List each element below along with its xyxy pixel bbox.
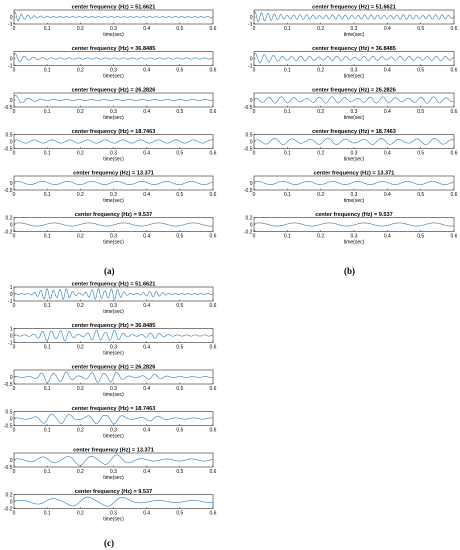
x-tick-label: 0.1 [283,26,291,32]
signal-line [254,138,454,144]
x-tick-label: 0.3 [350,67,358,74]
y-tick-label: 0 [249,56,253,63]
subplot-a-6 [4,212,217,246]
axes-box [254,176,454,190]
x-tick-label: 0.1 [283,67,291,74]
subplot-title: center frequency (Hz) = 51.6621 [312,4,396,11]
signal-line [14,95,213,102]
x-tick-label: 0.3 [110,427,117,434]
signal-line [14,54,213,62]
x-tick-label: 0.2 [76,67,84,74]
y-tick-label: 1 [9,326,13,333]
x-tick-label: 0.1 [43,469,51,475]
subplot-a-2 [8,46,217,80]
y-tick-label: 0.5 [5,409,13,416]
x-tick-label: 0.4 [143,510,151,517]
x-tick-label: 0 [12,192,16,198]
subplot-b-6 [244,212,458,246]
subplot-title: center frequency (Hz) = 26.2826 [71,364,156,371]
x-tick-label: 0.5 [176,427,184,434]
x-tick-label: 0.6 [450,26,458,32]
x-tick-label: 0.1 [43,26,51,32]
subplot-b-2 [248,46,458,80]
subplot-title: center frequency (Hz) = 51.6621 [71,281,156,288]
signal-line [14,414,213,424]
x-tick-label: 0.5 [176,150,184,157]
x-tick-label: 0 [252,150,256,157]
subplot-title: center frequency (Hz) = 36.8485 [312,46,396,52]
x-axis-label: time(sec) [103,309,124,315]
y-tick-label: 0.2 [5,215,13,222]
x-tick-label: 0.4 [143,67,151,74]
x-tick-label: 0.3 [350,109,358,115]
x-tick-label: 0.5 [176,344,184,351]
x-tick-label: 0.1 [283,150,291,157]
y-tick-label: 0 [249,97,253,104]
y-tick-label: 0 [9,14,13,21]
y-tick-label: 0 [249,222,253,229]
subplot-title: center frequency (Hz) = 9.537 [74,212,153,218]
x-tick-label: 0.4 [143,109,151,115]
x-tick-label: 0.5 [176,386,184,392]
x-tick-label: 0.1 [43,427,51,434]
y-tick-label: 0 [9,222,13,229]
x-tick-label: 0.2 [317,192,325,198]
signal-line [254,12,454,22]
x-tick-label: 0.5 [176,109,184,115]
x-axis-label: time(sec) [343,156,365,163]
x-tick-label: 0.3 [110,150,117,157]
subplot-title: center frequency (Hz) = 18.7463 [71,406,156,412]
x-tick-label: 0.3 [110,233,117,240]
x-tick-label: 0 [12,150,16,157]
subplot-c-1 [8,282,217,316]
x-tick-label: 0.4 [383,109,391,115]
y-tick-label: 0 [249,14,253,21]
y-tick-label: 0.2 [245,215,253,222]
panel-c [4,282,217,523]
x-tick-label: 0.3 [350,26,358,32]
y-tick-label: -0.5 [3,381,13,388]
x-tick-label: 0.5 [176,510,184,517]
x-tick-label: 0.6 [209,510,217,517]
subplot-title: center frequency (Hz) = 26.2826 [312,87,396,94]
x-tick-label: 0.5 [417,26,425,32]
x-axis-label: time(sec) [103,350,124,357]
x-tick-label: 0.6 [209,344,217,351]
y-tick-label: 0 [9,416,13,423]
y-tick-label: 0 [249,180,253,187]
y-tick-label: -0.5 [3,146,13,153]
x-tick-label: 0.4 [143,26,151,32]
y-tick-label: 1 [9,284,13,291]
x-axis-label: time(sec) [103,73,124,80]
x-tick-label: 0.6 [209,386,217,392]
x-tick-label: 0.3 [110,469,117,475]
x-tick-label: 0.1 [43,67,51,74]
axes-box [254,218,454,232]
x-tick-label: 0.4 [143,344,151,351]
x-tick-label: 0.2 [76,344,84,351]
x-tick-label: 0.6 [450,192,458,198]
x-tick-label: 0.6 [450,233,458,240]
subplot-b-5 [244,171,458,205]
y-tick-label: -0.2 [3,506,13,513]
x-tick-label: 0.6 [450,67,458,74]
x-tick-label: 0.5 [176,26,184,32]
x-tick-label: 0.5 [417,150,425,157]
x-tick-label: 0.4 [143,150,151,157]
x-tick-label: 0.2 [317,26,325,32]
x-tick-label: 0.6 [209,26,217,32]
x-tick-label: 0.1 [283,233,291,240]
axes-box [254,52,454,66]
x-tick-label: 0.5 [417,67,425,74]
x-tick-label: 0.3 [110,386,117,392]
x-tick-label: 0.2 [76,26,84,32]
x-axis-label: time(sec) [103,32,124,38]
x-tick-label: 0.1 [283,109,291,115]
x-tick-label: 0.1 [43,150,51,157]
x-tick-label: 0.5 [176,67,184,74]
x-tick-label: 0.1 [43,303,51,309]
x-tick-label: 0.6 [450,109,458,115]
x-tick-label: 0.5 [176,303,184,309]
x-tick-label: 0.4 [143,386,151,392]
subplot-title: center frequency (Hz) = 13.371 [313,170,395,177]
x-tick-label: 0.3 [110,303,117,309]
signal-line [14,289,213,300]
x-axis-label: time(sec) [103,198,124,204]
x-tick-label: 0.4 [143,233,151,240]
subplot-b-4 [244,129,458,163]
x-tick-label: 0.3 [110,510,117,517]
x-tick-label: 0.1 [43,109,51,115]
x-tick-label: 0.6 [209,233,217,240]
subplot-title: center frequency (Hz) = 51.6621 [71,4,156,11]
subplot-title: center frequency (Hz) = 36.8485 [71,323,156,329]
subplot-title: center frequency (Hz) = 9.537 [315,212,393,218]
x-tick-label: 0.3 [110,67,117,74]
x-tick-label: 0.6 [209,192,217,198]
y-tick-label: 0 [9,291,13,298]
axes-box [254,135,454,149]
y-tick-label: -0.2 [3,229,13,236]
y-tick-label: -0.5 [3,464,13,471]
y-tick-label: 0 [9,374,13,381]
x-tick-label: 0 [12,510,16,517]
subplot-title: center frequency (Hz) = 18.7463 [71,129,156,135]
y-tick-label: 0 [9,457,13,464]
axes-box [14,218,213,232]
y-tick-label: -1 [248,21,253,28]
x-tick-label: 0.4 [143,303,151,309]
x-tick-label: 0.3 [110,192,117,198]
x-tick-label: 0.2 [76,510,84,517]
y-tick-label: 0 [249,139,253,146]
subplot-a-4 [4,129,217,163]
y-tick-label: -1 [8,63,13,70]
x-tick-label: 0.5 [176,192,184,198]
x-tick-label: 0.4 [143,427,151,434]
subplot-c-6 [4,489,217,523]
panel-b [244,5,458,246]
y-tick-label: -0.5 [243,104,253,111]
subplot-title: center frequency (Hz) = 13.371 [73,170,154,177]
x-axis-label: time(sec) [343,32,365,38]
x-tick-label: 0.2 [317,233,325,240]
signal-line [254,53,454,62]
y-tick-label: 0 [9,139,13,146]
x-tick-label: 0.2 [76,192,84,198]
x-axis-label: time(sec) [103,392,124,398]
x-axis-label: time(sec) [103,516,124,523]
signal-line [14,497,213,506]
y-tick-label: 0 [9,499,13,506]
x-tick-label: 0.3 [350,233,358,240]
x-tick-label: 0 [12,109,16,115]
x-tick-label: 0 [252,67,256,74]
x-tick-label: 0.1 [43,344,51,351]
x-tick-label: 0.2 [317,109,325,115]
x-tick-label: 0.3 [350,192,358,198]
x-tick-label: 0.2 [76,303,84,309]
x-tick-label: 0.4 [383,67,391,74]
x-tick-label: 0.6 [209,67,217,74]
x-tick-label: 0.5 [417,109,425,115]
axes-box [254,10,454,24]
subplot-title: center frequency (Hz) = 36.8485 [71,46,156,52]
subplot-c-2 [8,323,217,357]
subplot-title: center frequency (Hz) = 26.2826 [71,87,156,94]
x-axis-label: time(sec) [343,73,365,80]
x-tick-label: 0.2 [76,109,84,115]
y-tick-label: -0.5 [3,104,13,111]
x-tick-label: 0 [252,192,256,198]
x-tick-label: 0.4 [383,26,391,32]
x-tick-label: 0.2 [76,150,84,157]
x-axis-label: time(sec) [343,239,365,246]
x-axis-label: time(sec) [103,156,124,163]
x-tick-label: 0 [12,26,16,32]
x-tick-label: 0.5 [417,233,425,240]
x-tick-label: 0 [12,469,16,475]
x-tick-label: 0.3 [110,344,117,351]
axes-box [14,135,213,149]
x-axis-label: time(sec) [343,198,365,204]
panel-a [4,5,217,246]
x-tick-label: 0.6 [209,469,217,475]
x-axis-label: time(sec) [103,475,124,481]
y-tick-label: 0 [9,56,13,63]
x-tick-label: 0.4 [143,192,151,198]
subplot-c-4 [4,406,217,440]
x-tick-label: 0.1 [43,192,51,198]
signal-line [254,223,454,226]
y-tick-label: 0 [9,333,13,340]
x-tick-label: 0 [12,427,16,434]
x-tick-label: 0.6 [450,150,458,157]
x-tick-label: 0.4 [383,150,391,157]
y-tick-label: 0 [9,97,13,104]
signal-line [14,223,213,226]
y-tick-label: -0.2 [243,229,253,236]
x-tick-label: 0.3 [350,150,358,157]
x-tick-label: 0.2 [76,469,84,475]
y-tick-label: -0.5 [3,423,13,430]
x-tick-label: 0.5 [176,469,184,475]
subplot-c-5 [4,448,217,482]
subplot-a-1 [8,5,217,39]
x-tick-label: 0.5 [176,233,184,240]
x-tick-label: 0.3 [110,26,117,32]
axes-box [14,453,213,467]
y-tick-label: -1 [8,21,13,28]
subplot-title: center frequency (Hz) = 18.7463 [312,129,396,135]
subplot-a-5 [4,171,217,205]
x-tick-label: 0.6 [209,109,217,115]
x-tick-label: 0.1 [43,510,51,517]
y-tick-label: -0.5 [3,187,13,194]
x-tick-label: 0 [12,233,16,240]
y-tick-label: -1 [248,63,253,70]
y-tick-label: -0.5 [243,187,253,194]
signal-line [254,181,454,184]
subplot-b-1 [248,5,458,39]
x-tick-label: 0.2 [317,150,325,157]
x-tick-label: 0 [252,26,256,32]
signal-line [14,455,213,466]
y-tick-label: -1 [8,340,13,347]
x-tick-label: 0.1 [283,192,291,198]
signal-line [14,140,213,143]
panel-label-a: (a) [104,266,115,276]
signal-line [14,372,213,382]
signal-line [14,12,213,21]
x-tick-label: 0.2 [76,233,84,240]
x-tick-label: 0 [12,386,16,392]
y-tick-label: 0.2 [5,492,13,499]
x-tick-label: 0.5 [417,192,425,198]
x-tick-label: 0.4 [143,469,151,475]
x-tick-label: 0.6 [209,303,217,309]
x-tick-label: 0.4 [383,192,391,198]
x-axis-label: time(sec) [343,115,365,121]
panel-label-c: (c) [104,538,114,548]
x-tick-label: 0 [12,67,16,74]
subplot-b-3 [244,88,458,122]
x-tick-label: 0 [252,233,256,240]
x-tick-label: 0.2 [76,386,84,392]
subplot-c-3 [4,365,217,399]
x-tick-label: 0.3 [110,109,117,115]
signal-line [254,97,454,103]
y-tick-label: 0.5 [5,132,13,139]
x-tick-label: 0.6 [209,427,217,434]
x-axis-label: time(sec) [103,239,124,246]
x-tick-label: 0.1 [43,233,51,240]
x-tick-label: 0.1 [43,386,51,392]
signal-line [14,181,213,184]
signal-line [14,330,213,341]
subplot-title: center frequency (Hz) = 13.371 [73,447,154,454]
subplot-title: center frequency (Hz) = 9.537 [74,489,153,495]
x-tick-label: 0 [12,344,16,351]
x-tick-label: 0 [12,303,16,309]
subplot-a-3 [4,88,217,122]
y-tick-label: 0.5 [245,132,253,139]
x-axis-label: time(sec) [103,115,124,121]
y-tick-label: 0 [9,180,13,187]
axes-box [14,176,213,190]
panel-label-b: (b) [344,266,355,276]
x-tick-label: 0.2 [76,427,84,434]
x-tick-label: 0.4 [383,233,391,240]
x-tick-label: 0 [252,109,256,115]
x-axis-label: time(sec) [103,433,124,440]
axes-box [14,52,213,66]
y-tick-label: -0.5 [243,146,253,153]
x-tick-label: 0.6 [209,150,217,157]
y-tick-label: -1 [8,298,13,305]
x-tick-label: 0.2 [317,67,325,74]
